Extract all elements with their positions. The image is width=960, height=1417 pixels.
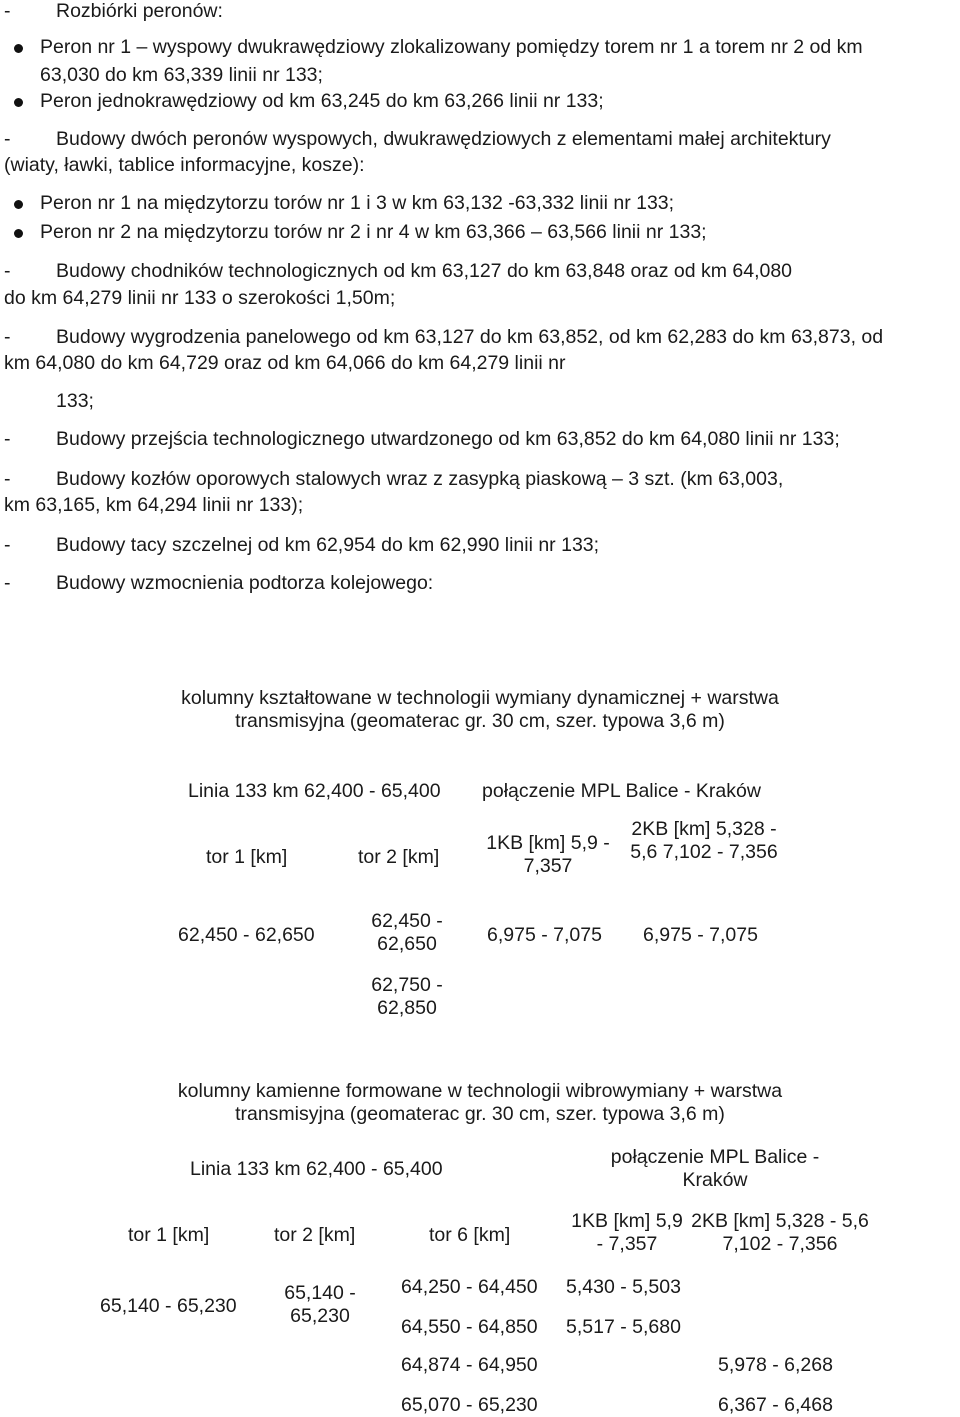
section-wygrodzenie <box>4 326 883 349</box>
table1-header-tor2: tor 2 [km] <box>358 846 440 868</box>
bullet-icon <box>14 229 23 238</box>
table2-cell: 65,140 - 65,230 <box>100 1295 237 1317</box>
dash-marker: - <box>4 326 11 348</box>
dash-marker: - <box>4 128 11 150</box>
dash-marker: - <box>4 468 11 490</box>
table1-header-1kb: 1KB [km] 5,9 - 7,357 <box>486 832 610 878</box>
section-text: Budowy chodników technologicznych od km 63,127 do km 63,848 oraz od km 64,080 <box>56 260 793 282</box>
list-item: Peron nr 2 na międzytorzu torów nr 2 i nr 4 w km 63,366 – 63,566 linii nr 133; <box>40 221 707 243</box>
table2-header-tor2: tor 2 [km] <box>274 1224 356 1246</box>
section-text-continuation: (wiaty, ławki, tablice informacyjne, kosze): <box>4 154 365 176</box>
bullet-icon <box>14 200 23 209</box>
section-perony <box>4 128 831 151</box>
table2-group-right-text: połączenie MPL Balice - Kraków <box>610 1146 820 1192</box>
list-item: Peron nr 1 na międzytorzu torów nr 1 i 3 w km 63,132 -63,332 linii nr 133; <box>40 192 675 214</box>
table1-header-2kb: 2KB [km] 5,328 - 5,6 7,102 - 7,356 <box>630 818 778 864</box>
section-kozly <box>4 468 783 491</box>
table2-cell: 64,550 - 64,850 <box>401 1316 538 1338</box>
section-text-continuation: km 64,080 do km 64,729 oraz od km 64,066 do km 64,279 linii nr <box>4 352 566 374</box>
section-chodniki <box>4 260 792 283</box>
table2-cell: 5,430 - 5,503 <box>566 1276 681 1298</box>
dash-marker: - <box>4 534 11 556</box>
list-item: Peron jednokrawędziowy od km 63,245 do km 63,266 linii nr 133; <box>40 90 604 112</box>
table2-caption <box>140 1080 820 1127</box>
dash-marker: - <box>4 260 11 282</box>
table1-cell: 62,750 - 62,850 <box>371 974 443 1020</box>
table2-cell: 5,517 - 5,680 <box>566 1316 681 1338</box>
table1-cell: 62,450 - 62,650 <box>371 910 443 956</box>
table2-group-left: Linia 133 km 62,400 - 65,400 <box>190 1158 443 1180</box>
table2-cell: 6,367 - 6,468 <box>718 1394 833 1416</box>
section-heading: Rozbiórki peronów: <box>56 0 223 22</box>
section-text: Budowy dwóch peronów wyspowych, dwukrawędziowych z elementami małej architektury <box>56 128 831 150</box>
section-text: Budowy przejścia technologicznego utwardzonego od km 63,852 do km 64,080 linii nr 133; <box>56 428 840 450</box>
section-text: Budowy wygrodzenia panelowego od km 63,127 do km 63,852, od km 62,283 do km 63,873, od <box>56 326 884 348</box>
dash-marker: - <box>4 0 11 22</box>
table2-header-tor6: tor 6 [km] <box>429 1224 511 1246</box>
table2-caption-text: kolumny kamienne formowane w technologii wibrowymiany + warstwa transmisyjna (geomaterac gr. 30 cm, szer. typowa 3,6 m) <box>177 1080 783 1126</box>
table1-group-left: Linia 133 km 62,400 - 65,400 <box>188 780 441 802</box>
list-item: Peron nr 1 – wyspowy dwukrawędziowy zlokalizowany pomiędzy torem nr 1 a torem nr 2 od km <box>40 36 863 58</box>
table1-cell: 62,450 - 62,650 <box>178 924 315 946</box>
dash-marker: - <box>4 428 11 450</box>
table1-caption-text: kolumny kształtowane w technologii wymiany dynamicznej + warstwa transmisyjna (geomaterac gr. 30 cm, szer. typowa 3,6 m) <box>181 687 779 733</box>
dash-marker: - <box>4 572 11 594</box>
section-text: Budowy wzmocnienia podtorza kolejowego: <box>56 572 434 594</box>
table1-caption <box>170 687 790 734</box>
bullet-icon <box>14 98 23 107</box>
table2-cell: 65,070 - 65,230 <box>401 1394 538 1416</box>
section-podtorze <box>4 572 433 595</box>
section-text-continuation: do km 64,279 linii nr 133 o szerokości 1,50m; <box>4 287 396 309</box>
section-text-continuation: km 63,165, km 64,294 linii nr 133); <box>4 494 304 516</box>
section-rozbiorki <box>4 0 223 23</box>
table1-header-tor1: tor 1 [km] <box>206 846 288 868</box>
table2-header-2kb: 2KB [km] 5,328 - 5,6 7,102 - 7,356 <box>691 1210 869 1256</box>
table2-header-1kb: 1KB [km] 5,9 - 7,357 <box>571 1210 683 1256</box>
section-przejscie <box>4 428 840 451</box>
section-text: Budowy kozłów oporowych stalowych wraz z zasypką piaskową – 3 szt. (km 63,003, <box>56 468 784 490</box>
table2-cell: 64,874 - 64,950 <box>401 1354 538 1376</box>
table1-cell: 6,975 - 7,075 <box>487 924 602 946</box>
table1-group-right: połączenie MPL Balice - Kraków <box>482 780 761 802</box>
table2-cell: 5,978 - 6,268 <box>718 1354 833 1376</box>
table2-group-right <box>590 1146 840 1193</box>
list-item-continuation: 63,030 do km 63,339 linii nr 133; <box>40 64 323 86</box>
section-taca <box>4 534 599 557</box>
section-text: Budowy tacy szczelnej od km 62,954 do km 62,990 linii nr 133; <box>56 534 600 556</box>
section-text-continuation: 133; <box>56 390 94 412</box>
table2-cell: 64,250 - 64,450 <box>401 1276 538 1298</box>
table1-cell: 6,975 - 7,075 <box>643 924 758 946</box>
bullet-icon <box>14 44 23 53</box>
table2-header-tor1: tor 1 [km] <box>128 1224 210 1246</box>
table2-cell: 65,140 - 65,230 <box>284 1282 356 1328</box>
